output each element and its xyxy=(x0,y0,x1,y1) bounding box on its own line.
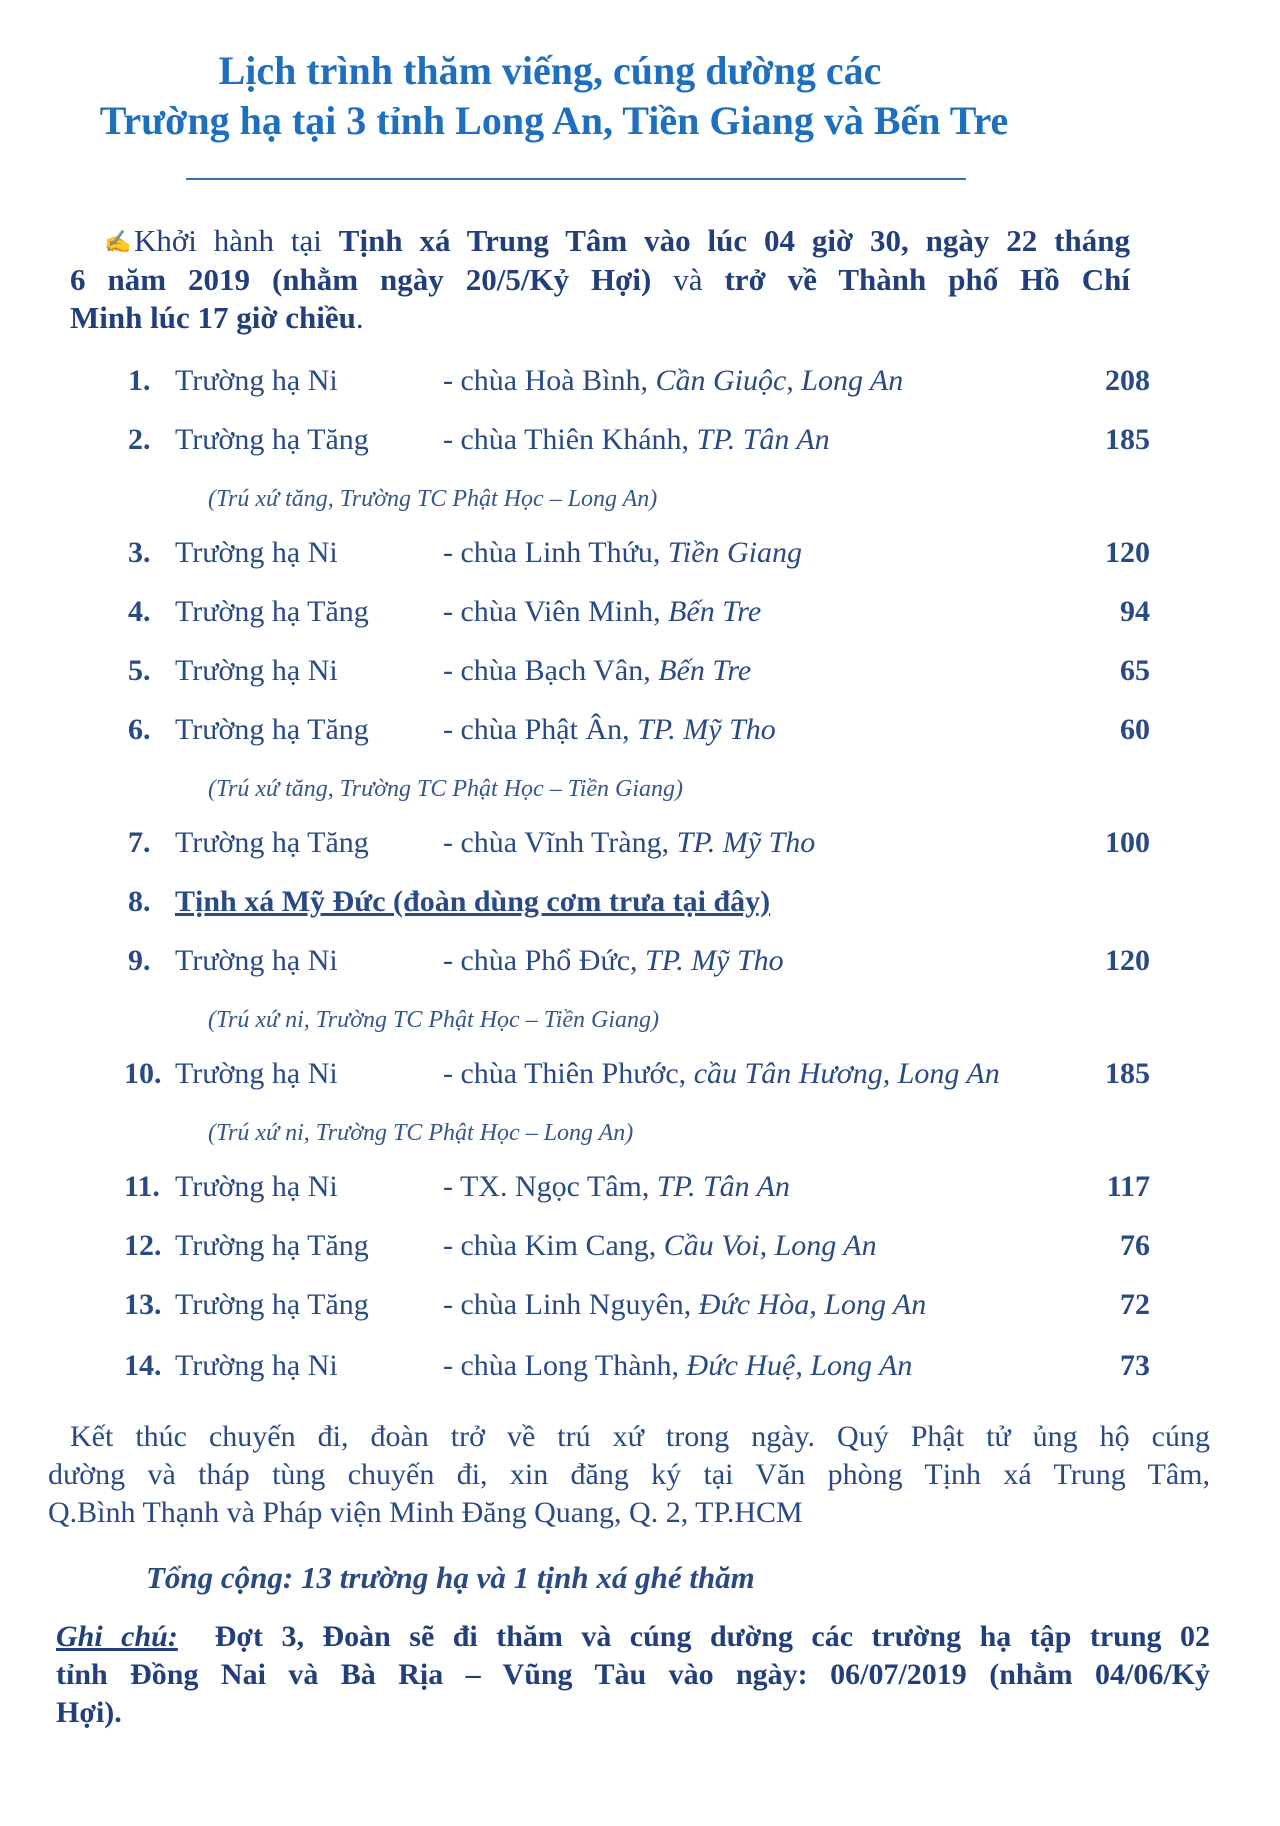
list-item xyxy=(0,1170,1280,1210)
list-item xyxy=(0,595,1280,635)
list-item xyxy=(0,1057,1280,1097)
list-item xyxy=(0,1288,1280,1328)
item-number: 7. xyxy=(128,826,151,859)
item-number: 3. xyxy=(128,536,151,569)
item-note: (Trú xứ tăng, Trường TC Phật Học – Tiền Giang) xyxy=(208,776,684,802)
item-type: Trường hạ Ni xyxy=(175,536,338,569)
item-number: 8. xyxy=(128,885,151,918)
departure-paragraph xyxy=(70,222,1130,337)
list-item xyxy=(0,1229,1280,1269)
list-item xyxy=(0,885,1280,925)
item-type: Trường hạ Ni xyxy=(175,944,338,977)
item-place: - chùa Phật Ân, TP. Mỹ Tho xyxy=(443,713,776,746)
title-line-2: Trường hạ tại 3 tỉnh Long An, Tiền Giang và Bến Tre xyxy=(99,98,1009,143)
item-number: 4. xyxy=(128,595,151,628)
item-count: 76 xyxy=(1120,1229,1150,1262)
remark-label: Ghi chú: xyxy=(56,1620,178,1653)
item-note: (Trú xứ ni, Trường TC Phật Học – Tiền Giang) xyxy=(208,1007,660,1033)
item-count: 120 xyxy=(1105,536,1150,569)
item-count: 60 xyxy=(1120,713,1150,746)
item-count: 185 xyxy=(1105,1057,1150,1090)
item-number: 10. xyxy=(124,1057,162,1090)
remark-line-3: Hợi). xyxy=(56,1696,122,1729)
remark-paragraph xyxy=(56,1618,1210,1732)
remark-line-1: Ghi chú: Đợt 3, Đoàn sẽ đi thăm và cúng dường các trường hạ tập trung 02 xyxy=(56,1620,1210,1653)
item-place: - chùa Viên Minh, Bến Tre xyxy=(443,595,762,628)
item-type: Trường hạ Tăng xyxy=(175,826,369,859)
item-type: Trường hạ Tăng xyxy=(175,713,369,746)
closing-paragraph xyxy=(48,1418,1210,1532)
list-item xyxy=(0,364,1280,404)
item-number: 6. xyxy=(128,713,151,746)
item-count: 72 xyxy=(1120,1288,1150,1321)
remark-line-2: tỉnh Đồng Nai và Bà Rịa – Vũng Tàu vào ngày: 06/07/2019 (nhằm 04/06/Kỷ xyxy=(56,1658,1210,1691)
item-note: (Trú xứ tăng, Trường TC Phật Học – Long An) xyxy=(208,486,658,512)
item-note: (Trú xứ ni, Trường TC Phật Học – Long An) xyxy=(208,1120,634,1146)
list-item xyxy=(0,713,1280,753)
item-place: - chùa Vĩnh Tràng, TP. Mỹ Tho xyxy=(443,826,816,859)
item-type: Trường hạ Ni xyxy=(175,1057,338,1090)
item-place: - chùa Hoà Bình, Cần Giuộc, Long An xyxy=(443,364,904,397)
item-count: 65 xyxy=(1120,654,1150,687)
item-number: 13. xyxy=(124,1288,162,1321)
item-place: - chùa Long Thành, Đức Huệ, Long An xyxy=(443,1349,913,1382)
title-line-1: Lịch trình thăm viếng, cúng dường các xyxy=(218,48,882,93)
lunch-stop-title: Tịnh xá Mỹ Đức (đoàn dùng cơm trưa tại đây) xyxy=(175,885,771,918)
item-place: - chùa Kim Cang, Cầu Voi, Long An xyxy=(443,1229,877,1262)
item-number: 5. xyxy=(128,654,151,687)
item-place: - chùa Linh Nguyên, Đức Hòa, Long An xyxy=(443,1288,927,1321)
title-divider xyxy=(186,178,966,180)
closing-line-1: Kết thúc chuyến đi, đoàn trở về trú xứ trong ngày. Quý Phật tử ủng hộ cúng xyxy=(70,1420,1210,1453)
item-count: 73 xyxy=(1120,1349,1150,1382)
item-type: Trường hạ Ni xyxy=(175,1349,338,1382)
pen-icon: ✍ xyxy=(104,229,132,254)
item-type: Trường hạ Tăng xyxy=(175,595,369,628)
intro-line-1: ✍Khởi hành tại Tịnh xá Trung Tâm vào lúc 04 giờ 30, ngày 22 tháng xyxy=(70,222,1130,261)
item-place: - chùa Bạch Vân, Bến Tre xyxy=(443,654,752,687)
item-type: Trường hạ Ni xyxy=(175,1170,338,1203)
item-count: 94 xyxy=(1120,595,1150,628)
list-item xyxy=(0,423,1280,463)
item-place: - chùa Thiên Phước, cầu Tân Hương, Long An xyxy=(443,1057,1000,1090)
item-number: 1. xyxy=(128,364,151,397)
list-item xyxy=(0,1349,1280,1389)
item-number: 14. xyxy=(124,1349,162,1382)
total-summary: Tổng cộng: 13 trường hạ và 1 tịnh xá ghé thăm xyxy=(146,1560,755,1595)
item-number: 9. xyxy=(128,944,151,977)
list-item xyxy=(0,654,1280,694)
item-place: - chùa Linh Thứu, Tiền Giang xyxy=(443,536,803,569)
item-type: Trường hạ Tăng xyxy=(175,423,369,456)
item-number: 11. xyxy=(124,1170,160,1203)
item-type: Trường hạ Ni xyxy=(175,364,338,397)
item-type: Trường hạ Ni xyxy=(175,654,338,687)
list-item xyxy=(0,536,1280,576)
item-place: - chùa Phổ Đức, TP. Mỹ Tho xyxy=(443,944,784,977)
item-count: 208 xyxy=(1105,364,1150,397)
item-count: 100 xyxy=(1105,826,1150,859)
item-place: - chùa Thiên Khánh, TP. Tân An xyxy=(443,423,830,456)
item-count: 185 xyxy=(1105,423,1150,456)
closing-line-3: Q.Bình Thạnh và Pháp viện Minh Đăng Quang, Q. 2, TP.HCM xyxy=(48,1496,803,1529)
item-count: 120 xyxy=(1105,944,1150,977)
item-count: 117 xyxy=(1106,1170,1150,1203)
intro-line-2: 6 năm 2019 (nhằm ngày 20/5/Kỷ Hợi) và trở về Thành phố Hồ Chí xyxy=(70,262,1130,297)
closing-line-2: dường và tháp tùng chuyến đi, xin đăng ký tại Văn phòng Tịnh xá Trung Tâm, xyxy=(48,1458,1210,1491)
item-place: - TX. Ngọc Tâm, TP. Tân An xyxy=(443,1170,790,1203)
list-item xyxy=(0,944,1280,984)
item-type: Trường hạ Tăng xyxy=(175,1229,369,1262)
item-type: Trường hạ Tăng xyxy=(175,1288,369,1321)
item-number: 2. xyxy=(128,423,151,456)
item-number: 12. xyxy=(124,1229,162,1262)
intro-line-3: Minh lúc 17 giờ chiều. xyxy=(70,300,364,335)
list-item xyxy=(0,826,1280,866)
